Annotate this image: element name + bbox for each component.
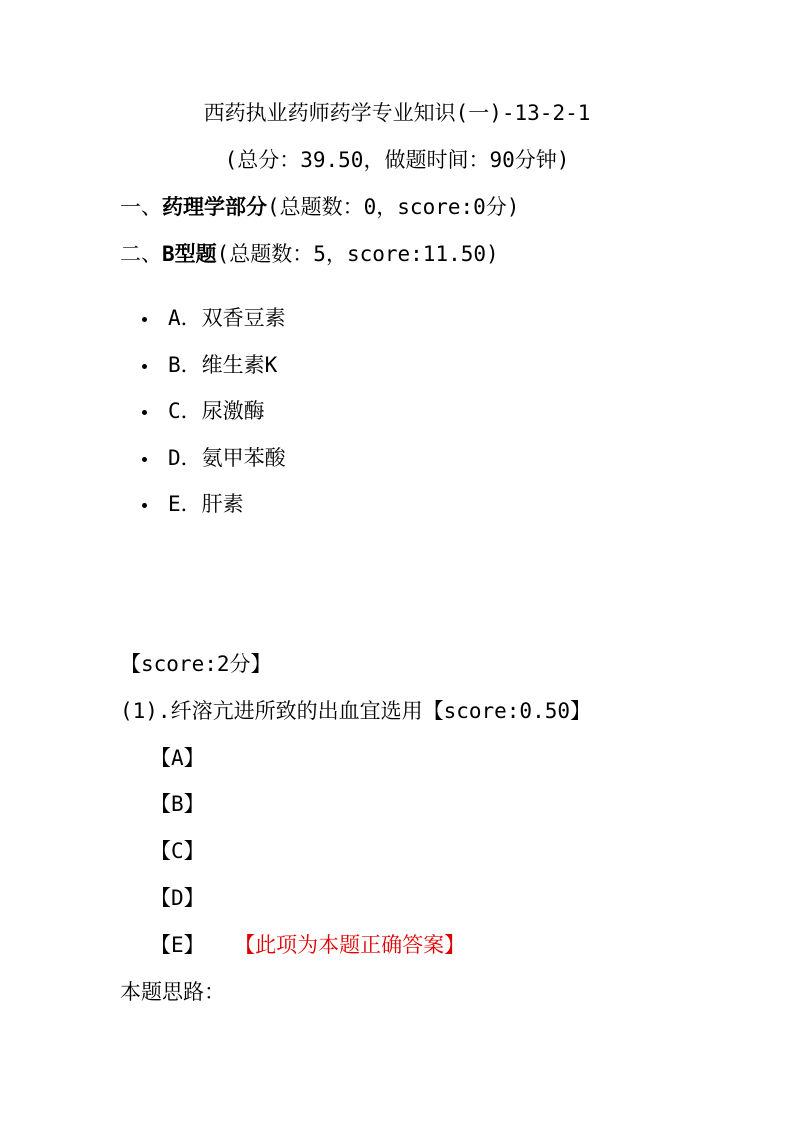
option-item — [142, 351, 286, 398]
option-item — [142, 444, 286, 491]
bullet-icon — [142, 503, 147, 508]
section-name: B型题 — [162, 242, 217, 266]
answer-c: 【C】 — [150, 839, 205, 863]
option-label: A．双香豆素 — [168, 306, 286, 330]
section-meta: (总题数：0，score:0分) — [267, 195, 520, 219]
page-title: 西药执业药师药学专业知识(一)-13-2-1 — [203, 101, 591, 125]
option-label: D．氨甲苯酸 — [168, 445, 286, 470]
option-label: E．肝素 — [168, 492, 244, 516]
correct-answer-badge: 【此项为本题正确答案】 — [244, 933, 466, 957]
bullet-icon — [142, 317, 147, 322]
bullet-icon — [142, 457, 147, 462]
bullet-icon — [142, 364, 147, 369]
section-meta: (总题数：5，score:11.50) — [216, 242, 499, 266]
section-prefix: 一、 — [120, 195, 162, 219]
answer-e-row — [150, 931, 465, 959]
section-prefix: 二、 — [120, 242, 162, 266]
option-label: B．维生素K — [168, 352, 278, 377]
option-item — [142, 490, 286, 537]
options-list — [142, 304, 286, 537]
option-label: C．尿激酶 — [168, 399, 265, 423]
option-item — [142, 304, 286, 351]
question-text: (1).纤溶亢进所致的出血宜选用【score:0.50】 — [120, 699, 592, 723]
bullet-icon — [142, 410, 147, 415]
group-score: 【score:2分】 — [120, 652, 272, 676]
answer-a: 【A】 — [150, 746, 205, 770]
page-subtitle: (总分：39.50，做题时间：90分钟) — [224, 148, 570, 172]
analysis-label: 本题思路： — [120, 980, 225, 1004]
section-name: 药理学部分 — [162, 195, 267, 219]
section-heading-pharmacology — [120, 193, 519, 221]
section-heading-b-type — [120, 240, 499, 268]
answer-b: 【B】 — [150, 792, 205, 816]
option-item — [142, 397, 286, 444]
answer-e: 【E】 — [150, 933, 205, 957]
answer-d: 【D】 — [150, 886, 205, 910]
